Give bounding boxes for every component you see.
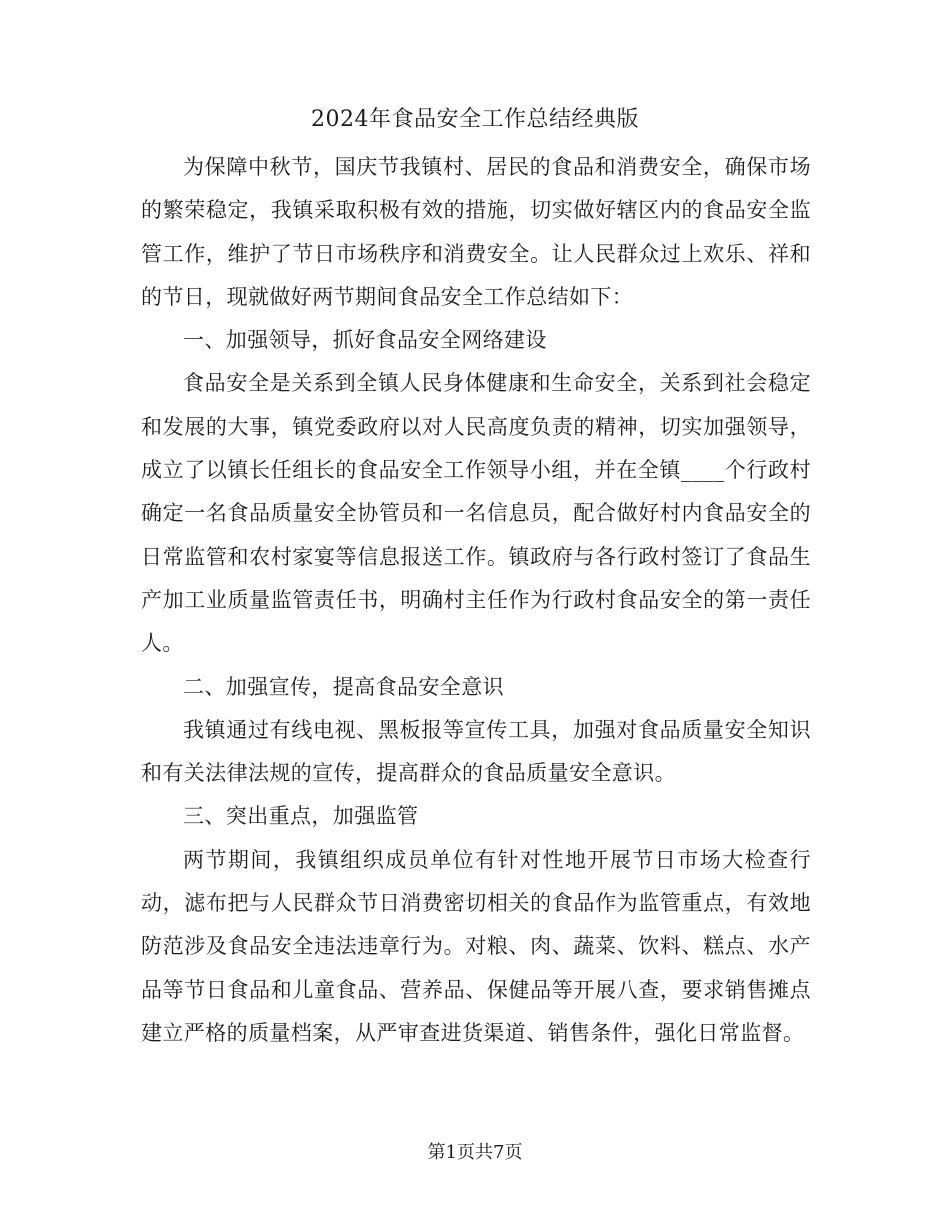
section-heading-2: 二、加强宣传，提高食品安全意识 [183,674,504,699]
intro-paragraph: 为保障中秋节，国庆节我镇村、居民的食品和消费安全，确保市场的繁荣稳定，我镇采取积极有效的措施，切实做好辖区内的食品安全监管工作，维护了节日市场秩序和消费安全。让人民群众过上欢乐、祥和的节日，现就做好两节期间食品安全工作总结如下： [141,155,811,309]
section-heading-1: 一、加强领导，抓好食品安全网络建设 [183,328,547,353]
section-paragraph-1: 食品安全是关系到全镇人民身体健康和生命安全，关系到社会稳定和发展的大事，镇党委政府以对人民高度负责的精神，切实加强领导，成立了以镇长任组长的食品安全工作领导小组，并在全镇____个行政村确定一名食品质量安全协管员和一名信息员，配合做好村内食品安全的日常监管和农村家宴等信息报送工作。镇政府与各行政村签订了食品生产加工业质量监管责任书，明确村主任作为行政村食品安全的第一责任人。 [141,371,811,656]
document-title: 2024年食品安全工作总结经典版 [311,107,639,132]
document-body [141,146,811,1055]
page-number: 第1页共7页 [427,1142,523,1163]
section-heading-3: 三、突出重点，加强监管 [183,804,419,829]
section-paragraph-2: 我镇通过有线电视、黑板报等宣传工具，加强对食品质量安全知识和有关法律法规的宣传，提高群众的食品质量安全意识。 [141,717,811,786]
section-paragraph-3: 两节期间，我镇组织成员单位有针对性地开展节日市场大检查行动，滤布把与人民群众节日消费密切相关的食品作为监管重点，有效地防范涉及食品安全违法违章行为。对粮、肉、蔬菜、饮料、糕点、水产品等节日食品和儿童食品、营养品、保健品等开展八查，要求销售摊点建立严格的质量档案，从严审查进货渠道、销售条件，强化日常监督。 [141,847,811,1045]
